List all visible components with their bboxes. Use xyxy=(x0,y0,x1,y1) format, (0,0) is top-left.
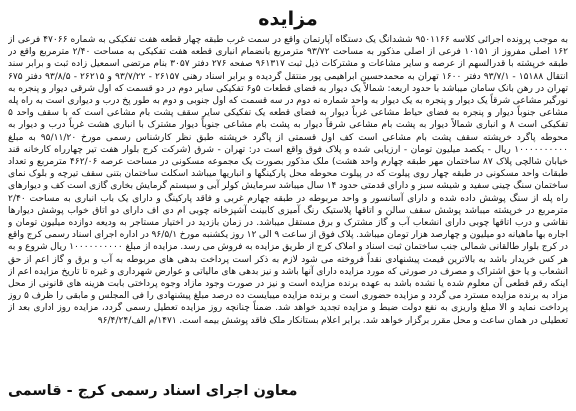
notice-body: به موجب پرونده اجرائی کلاسه ۹۵۰۱۱۶۶ ششدانگ یک دستگاه آپارتمان واقع در سمت غرب طبقه چهار قطعه هفت تفکیکی به شماره ۴۷۰۶۶ فرعی از ۱۶۲ اصلی مفروز از ۱۰۱۵۱ فرعی از اصلی مذکور به مساحت ۹۳/۷۲ مترمربع بانضمام انباری قطعه هفت تفکیکی به مساحت ۲/۴۰ مترمربع واقع در طبقه خرپشته با قدرالسهم از عرصه و سایر مشاعات و مشترکات ذیل ثبت ۹۶۱۳۱۷ صفحه ۲۷۶ دفتر ۳۰۵۷ بنام مرتضی اسمعیل زاده ثبت و برابر سند انتقال ۱۵۱۸۸ - ۹۳/۷/۱ دفتر ۱۶۰۰ تهران به محمدحسین ابراهیمی پور منتقل گردیده و برابر اسناد رهنی ۲۶۱۵۷ - ۹۳/۷/۲۲ و ۲۶۲۱۵ - ۹۳/۸/۵ دفتر ۶۷۵ تهران در رهن بانک سامان میباشد با حدود اربعه: شمالاً یک دیوار به فضای قطعات ۵و۶ تفکیکی سایر دوم در دو قسمت که اول شرقی دیوار و پنجره به نورگیر مشاعی شرقاً یک دیوار و پنجره به یک دیوار به واحد شماره نه دوم در سه قسمت که اول جنوبی و دوم به طور پخ درب و دیواری است به راه پله مشاعی جنوباً دیوار و پنجره به فضای حیاط مشاعی غرباً دیوار به فضای قطعه یک تفکیکی سایر سقف پشت بام مشاعی است که با سقف واحد ۵ تفکیکی است ۸ و انباری شمالاً دیوار به پشت بام مشاعی شرقاً دیوار به پشت بام مشاعی جنوباً دیوار مشترک با انباری هشت غرباً درب و دیوار به محوطه پاگرد خرپشته سقف پشت بام مشاعی است کف اول قسمتی از پاگرد خرپشته طبق نظر کارشناس رسمی مورخ ۹۵/۱۱/۲۰ به مبلغ ۱۰۰۰۰۰۰۰۰۰۰ ریال - یکصد میلیون تومان - ارزیابی شده و پلاک فوق واقع است در: تهران - شرق (شرکت کرج بلوار هفت تیر چهارراه کارخانه قند خیابان شالچی پلاک ۸۷ ساختمان مهر طبقه چهارم واحد هشت) ملک مذکور بصورت یک مجموعه مسکونی در مساحت عرصه ۴۶۲/۰۶ مترمربع و تعداد طبقات واحد مسکونی در طبقه چهار روی پیلوت که در پیلوت محوطه محل پارکینگها و انباریها میباشد اسکلت ساختمان بتنی سقف تیرچه و بلوک نمای ساختمان سنگ چینی سفید و شیشه سبز و دارای قدمتی حدود ۱۴ سال میباشد سرمایش کولر آبی و سیستم گرمایش بخاری گازی است کف و دیوارهای راه پله از سنگ پوشش داده شده و دارای آسانسور و واحد مربوطه در طبقه چهارم غربی و فاقد پارکینگ و دارای یک باب انباری به مساحت ۲/۴۰ مترمربع در خرپشته میباشد پوشش سقف سالن و اتاقها پلاستیک رنگ آمیزی کابینت آشپزخانه چوبی ام دی اف دارای دو اتاق خواب پوشش دیوارها نقاشی و درب اتاقها چوبی دارای انشعاب آب و گاز مشترک و برق مستقل میباشد. در زمان بازدید در اختیار مستاجر به ودیعه دوازده میلیون تومان و اجاره بها ماهیانه دو میلیون و چهارصد هزار تومان میباشد. پلاک فوق از ساعت ۹ الی ۱۲ روز یکشنبه مورخ ۹۶/۵/۱ در اداره اجرای اسناد رسمی کرج واقع در کرج بلوار طالقانی شمالی جنب ساختمان ثبت اسناد و املاک کرج از طریق مزایده به فروش می رسد. مزایده از مبلغ ۱۰۰۰۰۰۰۰۰۰۰ ریال شروع و به هر کس خریدار باشد به بالاترین قیمت پیشنهادی نقداً فروخته می شود لازم به ذکر است پرداخت بدهی های مربوطه به آب و برق و گاز اعم از حق انشعاب و یا حق اشتراک و مصرف در صورتی که مورد مزایده دارای آنها باشد و نیز بدهی های مالیاتی و عوارض شهرداری و غیره تا تاریخ مزایده اعم از اینکه رقم قطعی آن معلوم شده یا نشده باشد به عهده برنده مزایده است و نیز در صورت وجود مازاد وجوه پرداختی بابت هزینه های قانونی از محل مزاد به برنده مزایده مسترد می گردد و مزایده حضوری است و برنده مزایده میبایست ده درصد مبلغ پیشنهادی را فی المجلس و مابقی را ظرف ۵ روز پرداخت نماید و الا مبلغ واریزی به نفع دولت ضبط و مزایده تجدید خواهد شد. ضمناً چنانچه روز مزایده تعطیل رسمی گردد، مزایده روز اداری بعد از تعطیلی در همان ساعت و محل مقرر برگزار خواهد شد. برابر اعلام بستانکار ملک فاقد پوشش بیمه است. ۱۴۷۱/م الف/۹۶/۴/۲۴ xyxy=(8,35,568,326)
notice-title: مزایده xyxy=(258,8,318,30)
notice-signature: معاون اجرای اسناد رسمی کرج - قاسمی xyxy=(8,383,298,399)
